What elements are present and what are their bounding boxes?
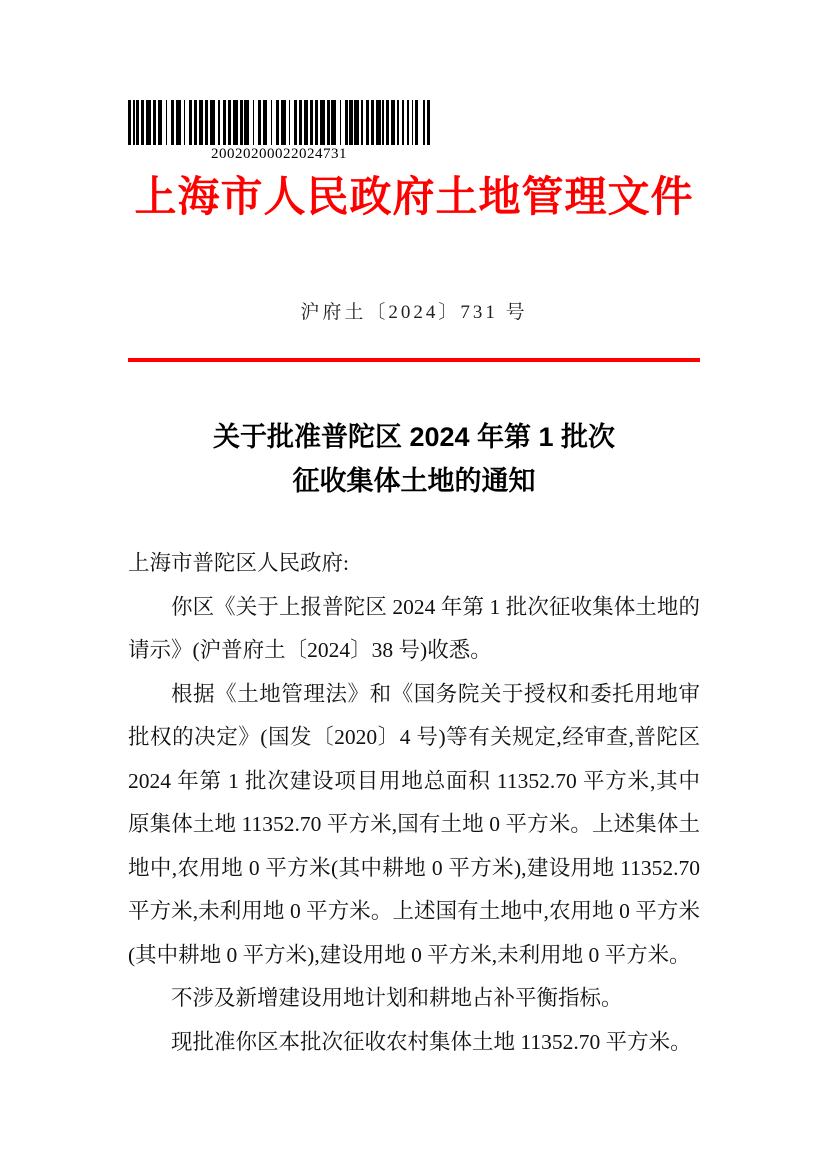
body-paragraph-3: 不涉及新增建设用地计划和耕地占补平衡指标。 [171, 986, 623, 1010]
notice-title-line2: 征收集体土地的通知 [292, 466, 536, 496]
document-reference-number: 沪府土〔2024〕731 号 [300, 302, 528, 323]
body-paragraph-2: 根据《土地管理法》和《国务院关于授权和委托用地审批权的决定》(国发〔2020〕4 号)等有关规定,经审查,普陀区 2024 年第 1 批次建设项目用地总面积 11352.70 平方米,其中原集体土地 11352.70 平方米,国有土地 0 平方米。上述集体土地中,农用地 0 平方米(其中耕地 0 平方米),建设用地 11352.70 平方米,未利用地 0 平方米。上述国有土地中,农用地 0 平方米(其中耕地 0 平方米),建设用地 0 平方米,未利用地 0 平方米。 [128, 681, 700, 967]
masthead-title: 上海市人民政府土地管理文件 [134, 175, 694, 221]
body-paragraph-4: 现批准你区本批次征收农村集体土地 11352.70 平方米。 [171, 1029, 692, 1054]
barcode [128, 100, 430, 163]
document-body [128, 542, 700, 1064]
notice-title-line1: 关于批准普陀区 2024 年第 1 批次 [212, 422, 616, 452]
barcode-icon [128, 100, 430, 145]
barcode-number: 20020200022024731 [211, 146, 347, 162]
red-divider-line [128, 358, 700, 362]
salutation: 上海市普陀区人民政府: [128, 551, 349, 575]
body-paragraph-1: 你区《关于上报普陀区 2024 年第 1 批次征收集体土地的请示》(沪普府土〔2024〕38 号)收悉。 [128, 594, 700, 662]
document-content [128, 0, 700, 1064]
notice-title [128, 415, 700, 503]
